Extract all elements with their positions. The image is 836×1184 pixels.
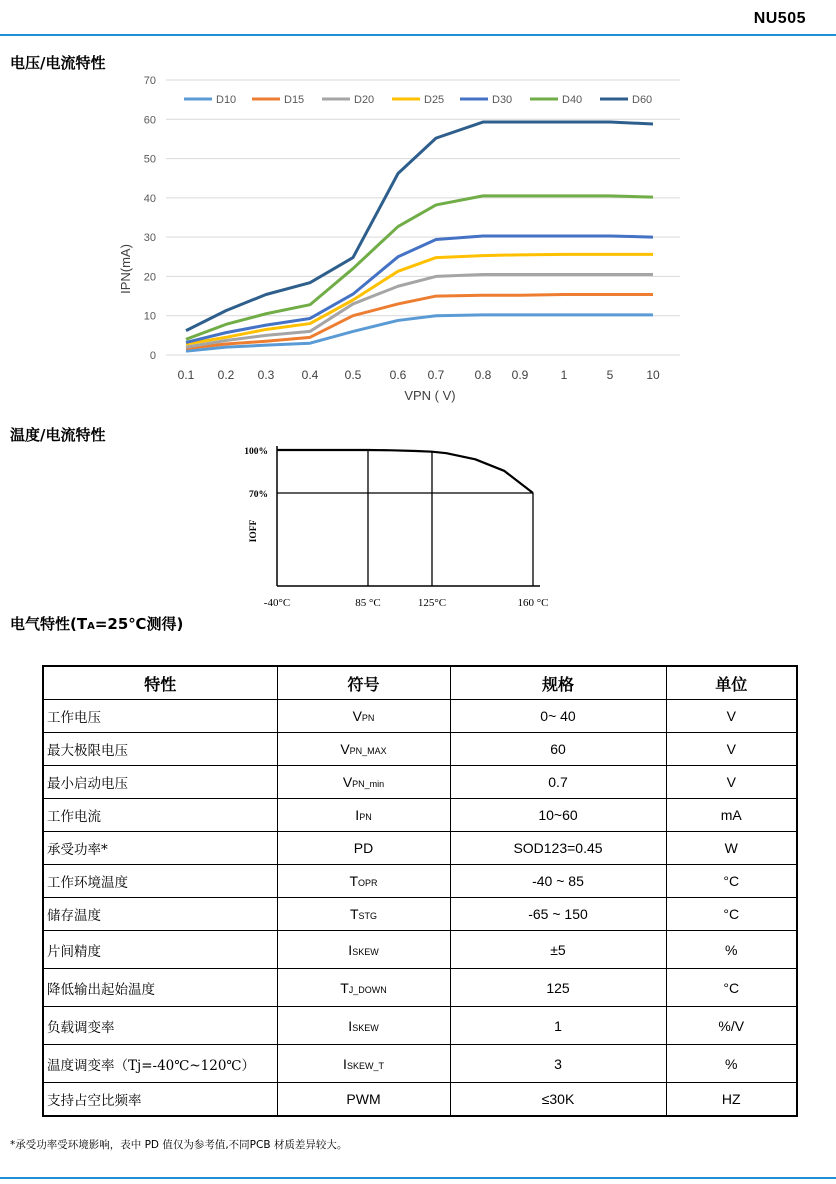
param-spec: -65 ~ 150 [450, 898, 666, 931]
section-title-temp: 温度/电流特性 [10, 426, 106, 444]
param-name: 工作环境温度 [43, 865, 277, 898]
y-tick-label: 60 [143, 114, 156, 127]
param-symbol: VPN [277, 700, 450, 733]
x-tick-label: 0.5 [344, 368, 362, 382]
legend-label-d40: D40 [562, 94, 583, 106]
param-spec: 125 [450, 969, 666, 1007]
param-name: 承受功率* [43, 832, 277, 865]
column-header: 符号 [277, 666, 450, 700]
x-tick-label: 1 [560, 368, 568, 382]
legend-label-d15: D15 [284, 94, 305, 106]
x-tick-label: 0.9 [511, 368, 529, 382]
y-axis-label: IOFF [249, 519, 259, 543]
section-title-vi: 电压/电流特性 [10, 54, 106, 72]
table-row [43, 1007, 797, 1045]
series-line-d20 [186, 274, 653, 347]
legend-label-d10: D10 [216, 94, 237, 106]
param-name: 支持占空比频率 [43, 1083, 277, 1117]
series-line-d15 [186, 295, 653, 349]
y-tick-label: 70 [143, 75, 156, 87]
series-line-d10 [186, 315, 653, 351]
y-tick-label: 20 [143, 271, 156, 284]
y-tick-label: 30 [143, 232, 156, 245]
legend-label-d30: D30 [492, 94, 513, 106]
param-unit: %/V [666, 1007, 797, 1045]
param-name: 工作电流 [43, 799, 277, 832]
param-unit: °C [666, 865, 797, 898]
param-symbol: PD [277, 832, 450, 865]
y-tick-label: 100% [244, 447, 268, 457]
temp-chart [236, 436, 576, 616]
param-spec: -40 ~ 85 [450, 865, 666, 898]
table-row [43, 832, 797, 865]
section-title-elec: 电气特性(TA=25℃测得) [10, 615, 184, 633]
param-spec: ±5 [450, 931, 666, 969]
param-symbol: IPN [277, 799, 450, 832]
electrical-spec-table [42, 665, 798, 1117]
param-name: 储存温度 [43, 898, 277, 931]
param-unit: °C [666, 898, 797, 931]
param-name: 降低输出起始温度 [43, 969, 277, 1007]
param-spec: 60 [450, 733, 666, 766]
table-row [43, 733, 797, 766]
legend-label-d20: D20 [354, 94, 375, 106]
param-unit: mA [666, 799, 797, 832]
param-unit: V [666, 700, 797, 733]
vi-chart [100, 64, 700, 409]
table-row [43, 1045, 797, 1083]
param-unit: °C [666, 969, 797, 1007]
series-line-d30 [186, 236, 653, 342]
table-row [43, 865, 797, 898]
table-row [43, 931, 797, 969]
param-spec: SOD123=0.45 [450, 832, 666, 865]
table-row [43, 799, 797, 832]
derating-curve [277, 450, 533, 493]
y-tick-label: 70% [249, 490, 268, 500]
param-symbol: VPN_MAX [277, 733, 450, 766]
table-row [43, 766, 797, 799]
y-tick-label: 10 [143, 310, 156, 323]
column-header: 单位 [666, 666, 797, 700]
table-row [43, 700, 797, 733]
param-spec: 3 [450, 1045, 666, 1083]
x-axis-label: VPN ( V) [404, 388, 456, 403]
table-row [43, 969, 797, 1007]
x-tick-label: 0.1 [177, 368, 195, 382]
x-tick-label: 0.4 [301, 368, 319, 382]
param-unit: W [666, 832, 797, 865]
column-header: 特性 [43, 666, 277, 700]
table-row [43, 1083, 797, 1117]
param-symbol: PWM [277, 1083, 450, 1117]
x-tick-label: 85 °C [355, 597, 381, 609]
legend-label-d60: D60 [632, 94, 653, 106]
param-spec: 0.7 [450, 766, 666, 799]
x-tick-label: 0.2 [217, 368, 235, 382]
param-spec: 1 [450, 1007, 666, 1045]
footer-divider [0, 1177, 836, 1179]
x-tick-label: 125°C [417, 597, 447, 609]
column-header: 规格 [450, 666, 666, 700]
header-divider [0, 34, 836, 36]
x-tick-label: 0.8 [474, 368, 492, 382]
param-symbol: TJ_DOWN [277, 969, 450, 1007]
footnote: *承受功率受环境影响，表中 PD 值仅为参考值,不同PCB 材质差异较大。 [10, 1139, 348, 1151]
param-unit: V [666, 766, 797, 799]
param-spec: 10~60 [450, 799, 666, 832]
param-symbol: TOPR [277, 865, 450, 898]
x-tick-label: 0.3 [257, 368, 275, 382]
y-tick-label: 50 [143, 153, 156, 166]
x-tick-label: 0.6 [389, 368, 407, 382]
x-tick-label: 5 [606, 368, 614, 382]
legend-label-d25: D25 [424, 94, 445, 106]
table-row [43, 898, 797, 931]
param-symbol: VPN_min [277, 766, 450, 799]
x-tick-label: 10 [646, 368, 660, 382]
param-name: 最大极限电压 [43, 733, 277, 766]
param-unit: V [666, 733, 797, 766]
y-axis-label: IPN(mA) [118, 244, 133, 294]
param-symbol: ISKEW [277, 931, 450, 969]
param-spec: 0~ 40 [450, 700, 666, 733]
x-tick-label: -40°C [263, 597, 291, 609]
param-symbol: ISKEW_T [277, 1045, 450, 1083]
param-name: 最小启动电压 [43, 766, 277, 799]
param-spec: ≤30K [450, 1083, 666, 1117]
param-symbol: ISKEW [277, 1007, 450, 1045]
y-tick-label: 40 [143, 192, 156, 205]
part-number: NU505 [753, 10, 806, 27]
x-tick-label: 160 °C [517, 597, 549, 609]
x-tick-label: 0.7 [427, 368, 445, 382]
y-tick-label: 0 [149, 350, 156, 362]
param-name: 负载调变率 [43, 1007, 277, 1045]
param-unit: % [666, 1045, 797, 1083]
param-name: 片间精度 [43, 931, 277, 969]
param-name: 工作电压 [43, 700, 277, 733]
param-name: 温度调变率（Tj=-40℃~120℃） [43, 1045, 277, 1083]
param-symbol: TSTG [277, 898, 450, 931]
param-unit: % [666, 931, 797, 969]
param-unit: HZ [666, 1083, 797, 1117]
